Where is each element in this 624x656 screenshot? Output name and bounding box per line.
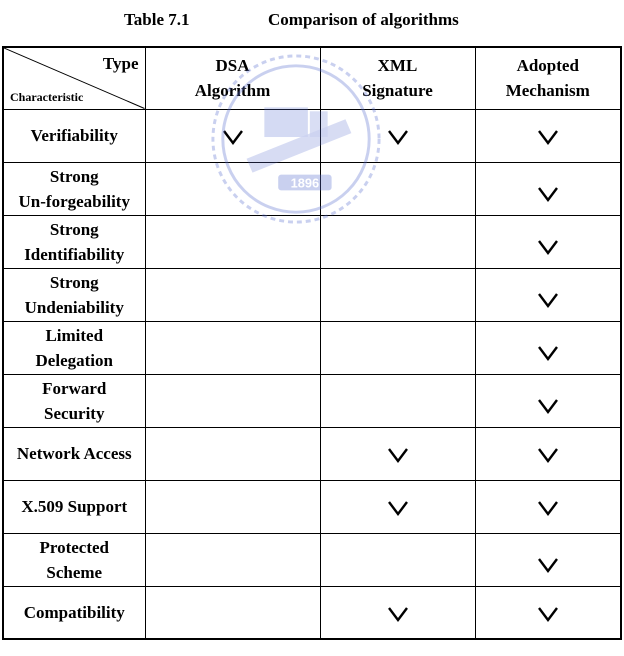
column-header-line: Signature <box>362 81 433 101</box>
table-row <box>3 109 621 162</box>
check-v-icon <box>537 345 559 361</box>
cell-dsa <box>145 480 320 533</box>
cell-xml <box>320 162 475 215</box>
cell-xml <box>320 427 475 480</box>
cell-xml <box>320 480 475 533</box>
characteristic-line: Strong <box>49 166 99 186</box>
column-header-line: XML <box>377 56 418 76</box>
cell-dsa <box>145 586 320 639</box>
check-v-icon <box>387 500 409 516</box>
row-characteristic <box>3 533 145 586</box>
row-characteristic <box>3 215 145 268</box>
characteristic-line: Un-forgeability <box>18 191 130 211</box>
characteristic-line: Strong <box>49 272 99 292</box>
check-v-icon <box>387 129 409 145</box>
cell-dsa <box>145 162 320 215</box>
cell-dsa <box>145 321 320 374</box>
row-characteristic <box>3 427 145 480</box>
check-v-icon <box>537 292 559 308</box>
check-v-icon <box>537 606 559 622</box>
check-v-icon <box>537 398 559 414</box>
row-characteristic <box>3 480 145 533</box>
column-header-dsa <box>145 47 320 109</box>
cell-xml <box>320 109 475 162</box>
cell-adopted <box>475 374 621 427</box>
check-v-icon <box>222 129 244 145</box>
table-body <box>3 109 621 639</box>
corner-characteristic-label: Characteristic <box>10 89 84 104</box>
cell-adopted <box>475 427 621 480</box>
check-v-icon <box>537 447 559 463</box>
check-v-icon <box>537 239 559 255</box>
cell-xml <box>320 533 475 586</box>
characteristic-line: Network Access <box>16 444 132 463</box>
check-v-icon <box>537 186 559 202</box>
cell-xml <box>320 215 475 268</box>
characteristic-line: Scheme <box>46 562 103 582</box>
table-row <box>3 162 621 215</box>
check-v-icon <box>537 129 559 145</box>
column-header-line: Mechanism <box>505 81 590 101</box>
cell-adopted <box>475 480 621 533</box>
cell-xml <box>320 268 475 321</box>
check-v-icon <box>387 606 409 622</box>
characteristic-line: Strong <box>49 219 99 239</box>
cell-dsa <box>145 533 320 586</box>
cell-dsa <box>145 215 320 268</box>
table-title: Comparison of algorithms <box>268 10 459 29</box>
characteristic-line: X.509 Support <box>21 497 128 516</box>
cell-dsa <box>145 109 320 162</box>
table-row <box>3 374 621 427</box>
check-v-icon <box>387 447 409 463</box>
table-row <box>3 268 621 321</box>
characteristic-line: Forward <box>42 378 107 398</box>
check-v-icon <box>537 500 559 516</box>
cell-adopted <box>475 533 621 586</box>
cell-dsa <box>145 268 320 321</box>
column-header-adopted <box>475 47 621 109</box>
cell-dsa <box>145 427 320 480</box>
column-header-line: Adopted <box>516 56 579 76</box>
row-characteristic <box>3 586 145 639</box>
cell-adopted <box>475 109 621 162</box>
cell-xml <box>320 321 475 374</box>
row-characteristic <box>3 162 145 215</box>
row-characteristic <box>3 374 145 427</box>
column-header-xml <box>320 47 475 109</box>
table-row <box>3 427 621 480</box>
cell-dsa <box>145 374 320 427</box>
cell-adopted <box>475 586 621 639</box>
table-number: Table 7.1 <box>124 10 190 29</box>
cell-adopted <box>475 321 621 374</box>
cell-adopted <box>475 215 621 268</box>
cell-xml <box>320 374 475 427</box>
check-v-icon <box>537 557 559 573</box>
column-header-line: Algorithm <box>194 81 271 101</box>
corner-type-label: Type <box>102 54 139 73</box>
characteristic-line: Delegation <box>35 350 113 370</box>
characteristic-line: Protected <box>39 537 110 557</box>
cell-adopted <box>475 162 621 215</box>
cell-xml <box>320 586 475 639</box>
characteristic-line: Verifiability <box>30 126 118 145</box>
header-row <box>3 47 621 109</box>
table-row <box>3 586 621 639</box>
row-characteristic <box>3 321 145 374</box>
comparison-table <box>2 46 622 640</box>
table-caption <box>0 10 624 32</box>
table-row <box>3 480 621 533</box>
column-header-line: DSA <box>215 56 250 76</box>
seal-year: 1896 <box>290 175 320 191</box>
row-characteristic <box>3 109 145 162</box>
corner-cell <box>3 47 145 109</box>
characteristic-line: Identifiability <box>24 244 125 264</box>
characteristic-line: Compatibility <box>23 602 125 622</box>
table-row <box>3 321 621 374</box>
characteristic-line: Security <box>44 403 105 423</box>
cell-adopted <box>475 268 621 321</box>
table-row <box>3 215 621 268</box>
characteristic-line: Undeniability <box>24 297 124 317</box>
characteristic-line: Limited <box>45 325 104 345</box>
table-row <box>3 533 621 586</box>
row-characteristic <box>3 268 145 321</box>
